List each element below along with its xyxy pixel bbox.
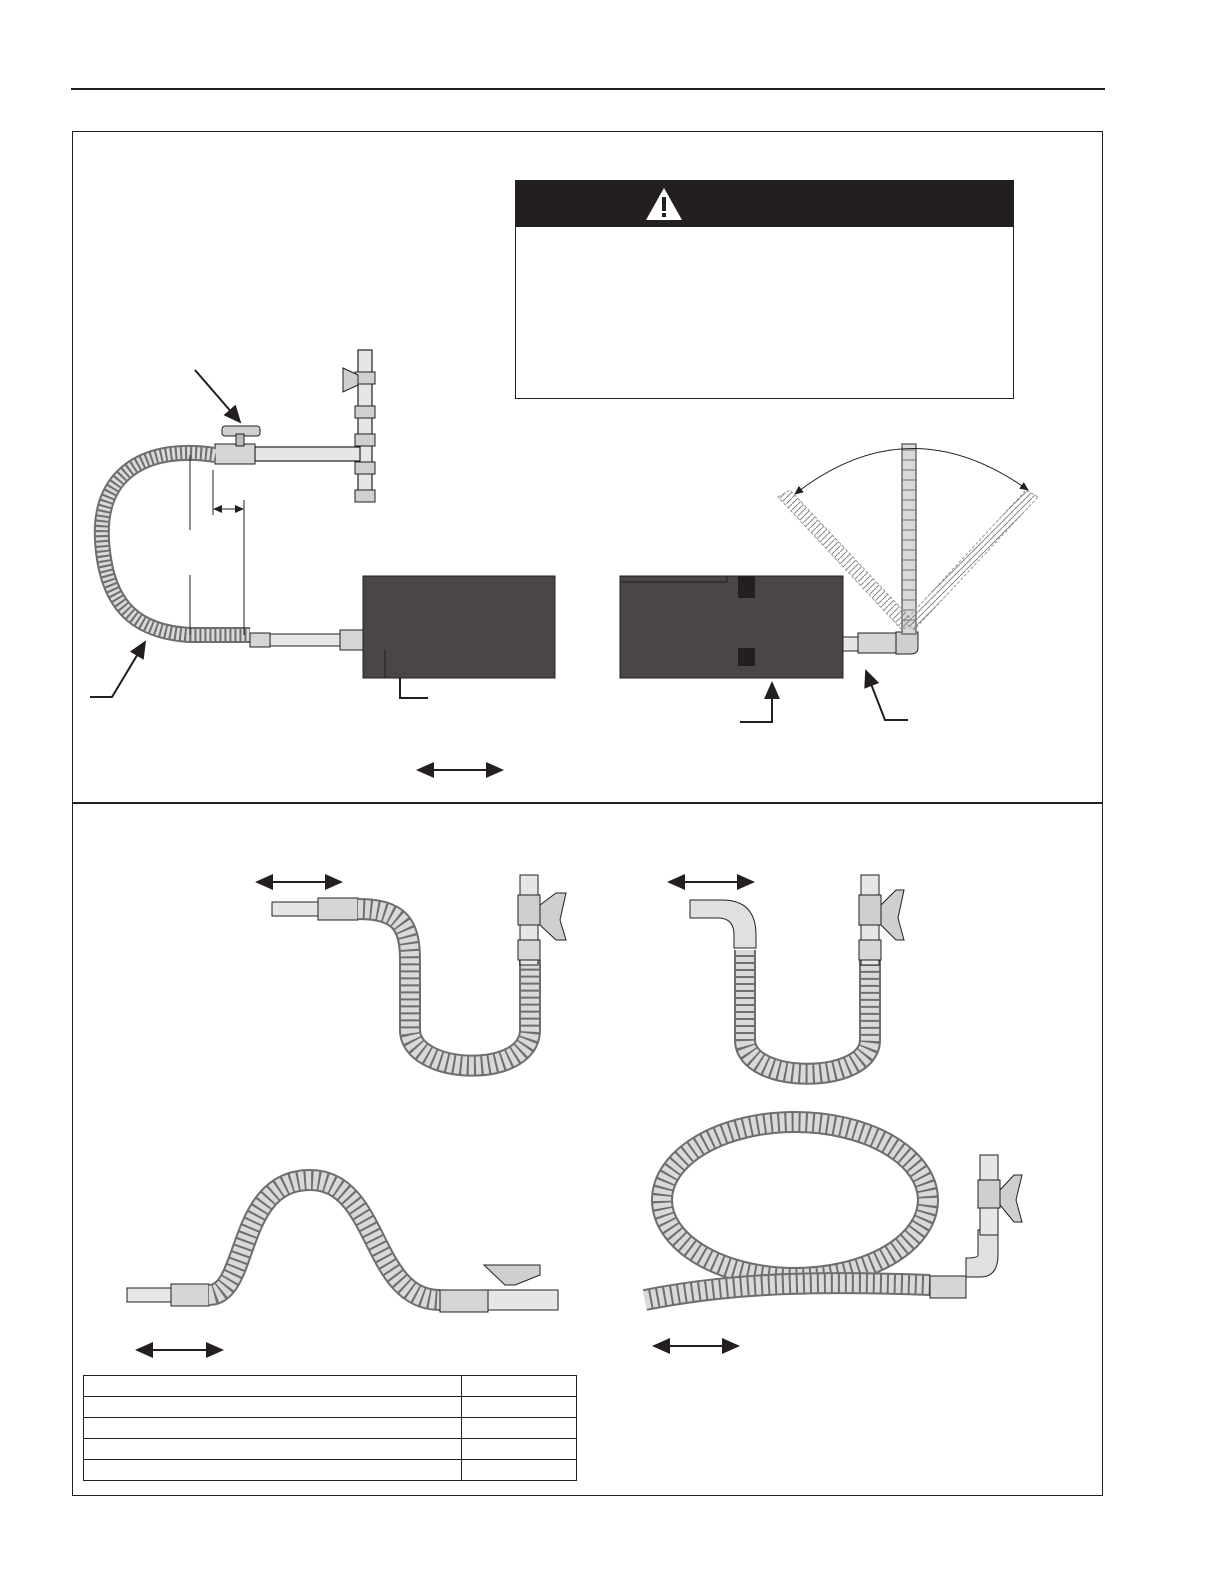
table-row	[84, 1397, 577, 1418]
branch-pipe	[215, 426, 360, 464]
appliance-side-view	[620, 576, 843, 678]
flexible-hose-ribs	[102, 453, 250, 635]
table-row	[84, 1376, 577, 1397]
gas-supply-pipe	[343, 350, 375, 502]
swing-hose-right	[904, 490, 1038, 630]
table-row	[84, 1460, 577, 1481]
appliance-rear-view	[363, 576, 555, 678]
table-row	[84, 1418, 577, 1439]
clearance-table	[83, 1375, 577, 1481]
table-row	[84, 1439, 577, 1460]
swing-hose-vertical	[902, 444, 916, 634]
